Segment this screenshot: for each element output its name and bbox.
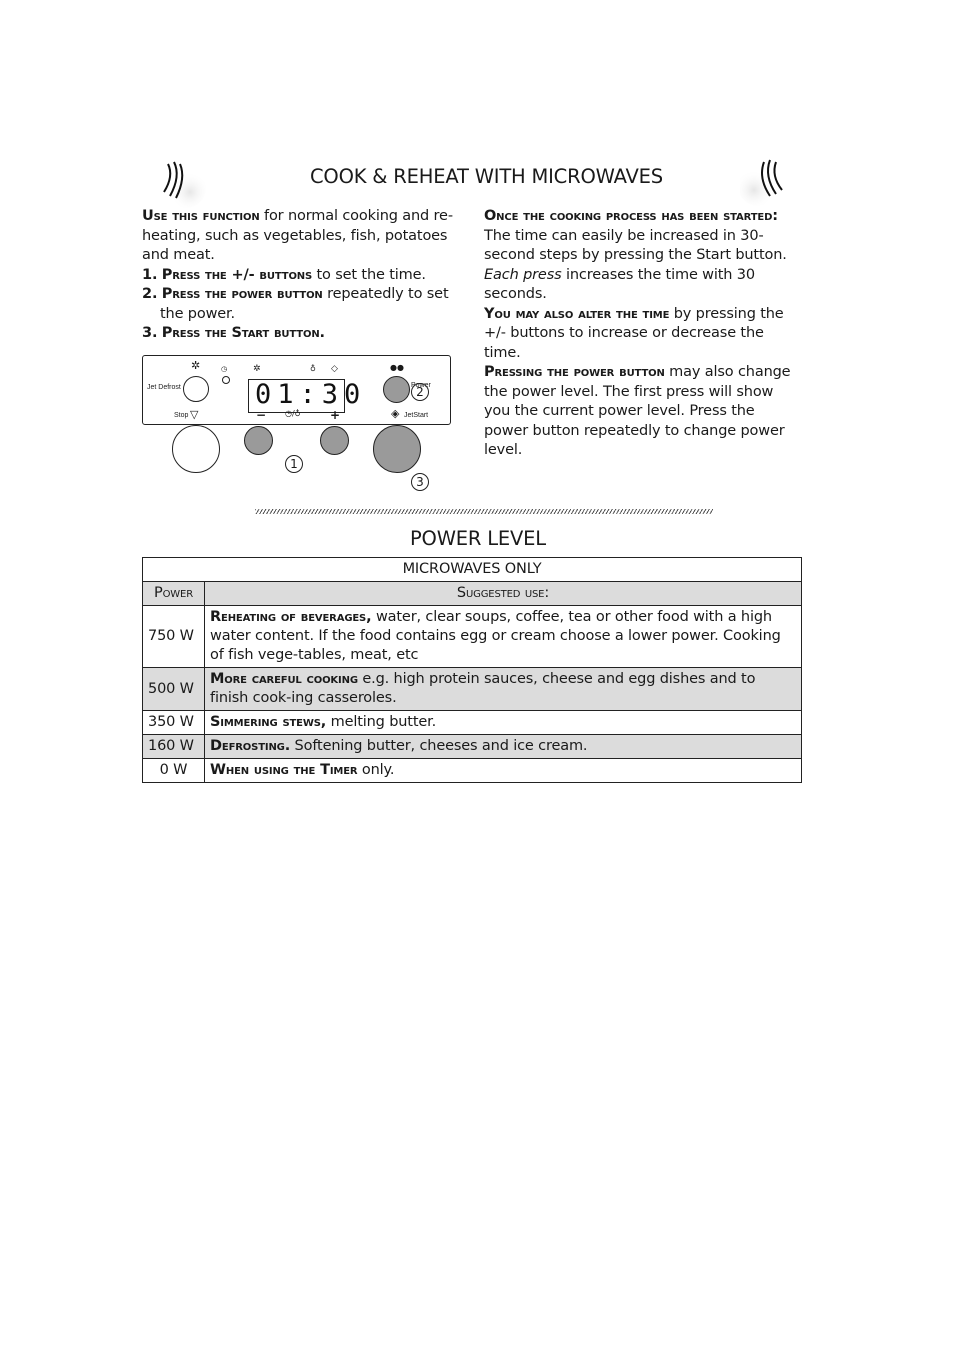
table-row [143,668,802,711]
plus-label: + [330,408,341,422]
jetstart-label: JetStart [404,412,429,419]
right-column [484,207,796,461]
power-level-table [142,557,802,783]
power-label: Power [411,382,431,389]
use-cell: Simmering stews, melting butter. [205,711,802,735]
step-2: 2. Press the power button repeatedly to set the power. [142,286,449,322]
power-cell: 160 W [143,735,205,759]
alter-time-paragraph: You may also alter the time by pressing the +/- buttons to increase or decrease the time. [484,305,784,361]
callout-3: 3 [411,473,429,491]
pot-icon: ♁ [310,364,316,373]
started-paragraph: Once the cooking process has been started: The time can easily be increased in 30-second steps by pressing the Start button. Each press increases the time with 30 seconds. [484,208,787,302]
power-button[interactable] [383,376,410,403]
timer-icon: ◷ [221,365,228,373]
table-row [143,711,802,735]
time-display: 01:30 [248,379,345,413]
power-cell: 500 W [143,668,205,711]
table-column-header-row [143,582,802,606]
jet-defrost-button[interactable] [183,376,209,402]
left-column [142,207,460,344]
power-cell: 750 W [143,606,205,668]
table-row [143,606,802,668]
step-3: 3. Press the Start button. [142,325,325,341]
col-use-header: Suggested use: [205,582,802,606]
step-1: 1. Press the +/- buttons to set the time. [142,266,426,283]
minus-button[interactable] [244,426,273,455]
power-button-paragraph: Pressing the power button may also change the power level. The first press will show you the current power level. Press the power button repeatedly to change power level. [484,364,791,458]
callout-1: 1 [285,455,303,473]
jetstart-button[interactable] [373,425,421,473]
defrost-icon: ✲ [191,359,201,372]
start-icon-small: ◇ [331,364,338,374]
defrost-icon-small: ✲ [253,364,261,374]
table-row [143,759,802,783]
use-cell: More careful cooking e.g. high protein sauces, cheese and egg dishes and to finish cook-ing casseroles. [205,668,802,711]
plus-button[interactable] [320,426,349,455]
stop-label: Stop [174,412,189,419]
minus-label: − [256,408,267,422]
microwave-waves-icon-right [740,156,790,206]
power-cell: 350 W [143,711,205,735]
power-level-title: POWER LEVEL [410,527,546,550]
callout-2: 2 [411,383,429,401]
timer-indicator [222,376,230,384]
stop-icon: ▽ [190,408,199,421]
use-cell: When using the Timer only. [205,759,802,783]
intro-paragraph: Use this function for normal cooking and re-heating, such as vegetables, fish, potatoes and meat. [142,208,453,263]
table-row [143,735,802,759]
table-header: MICROWAVES ONLY [143,558,802,582]
table-header-row [143,558,802,582]
timer-toggle-icon: ◷/♁ [285,409,301,418]
power-cell: 0 W [143,759,205,783]
jet-defrost-label: Jet Defrost [147,384,181,391]
col-power-header: Power [143,582,205,606]
use-cell: Reheating of beverages, water, clear soups, coffee, tea or other food with a high water content. If the food contains egg or cream choose a lower power. Cooking of fish vege-tables, meat, etc [205,606,802,668]
section-title: COOK & REHEAT WITH MICROWAVES [310,165,663,188]
microwave-waves-icon-left [158,158,208,208]
stop-button[interactable] [172,425,220,473]
use-cell: Defrosting. Softening butter, cheeses and ice cream. [205,735,802,759]
start-icon: ◈ [391,407,400,420]
power-icon: ●● [390,363,404,372]
control-panel [142,355,451,425]
section-divider [255,509,713,514]
